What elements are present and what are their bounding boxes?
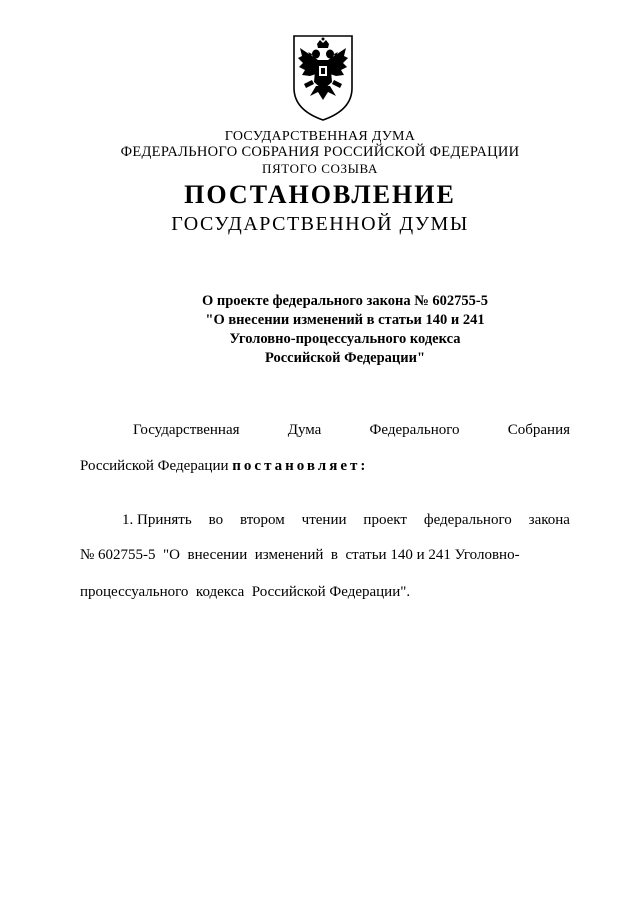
document-subtitle: ГОСУДАРСТВЕННОЙ ДУМЫ bbox=[171, 213, 469, 235]
preamble-word: Дума bbox=[287, 422, 322, 438]
resolution-subject bbox=[150, 292, 540, 368]
point-word: 1. Принять bbox=[122, 512, 192, 528]
point-word: закона bbox=[528, 512, 570, 528]
point-1-line-2: № 602755-5 "О внесении изменений в статьи 140 и 241 Уголовно- bbox=[80, 547, 520, 563]
preamble-line-2-text: Российской Федерации bbox=[80, 458, 229, 474]
header-line-duma: ГОСУДАРСТВЕННАЯ ДУМА bbox=[224, 129, 416, 144]
preamble-word: Федерального bbox=[369, 422, 460, 438]
subject-line-3: Уголовно-процессуального кодекса bbox=[229, 331, 461, 347]
subject-line-4: Российской Федерации" bbox=[264, 350, 426, 366]
preamble-word: Собрания bbox=[507, 422, 570, 438]
preamble-word: Государственная bbox=[133, 422, 240, 438]
preamble-line-2 bbox=[80, 456, 570, 476]
point-1-line-1 bbox=[122, 510, 570, 530]
header-line-convocation: ПЯТОГО СОЗЫВА bbox=[262, 161, 378, 176]
point-word: втором bbox=[239, 512, 285, 528]
subject-line-1: О проекте федерального закона № 602755-5 bbox=[201, 293, 489, 309]
decree-word: постановляет: bbox=[232, 458, 369, 474]
point-word: чтении bbox=[301, 512, 347, 528]
point-word: федерального bbox=[423, 512, 512, 528]
header-line-federal-assembly: ФЕДЕРАЛЬНОГО СОБРАНИЯ РОССИЙСКОЙ ФЕДЕРАЦИИ bbox=[120, 144, 520, 160]
russian-coat-of-arms-emblem bbox=[290, 30, 356, 122]
preamble-line-1 bbox=[133, 420, 570, 440]
point-word: проект bbox=[363, 512, 407, 528]
point-1-line-3: процессуального кодекса Российской Федерации". bbox=[80, 584, 411, 600]
subject-line-2: "О внесении изменений в статьи 140 и 241 bbox=[205, 312, 485, 328]
document-title: ПОСТАНОВЛЕНИЕ bbox=[184, 180, 456, 209]
point-word: во bbox=[208, 512, 224, 528]
